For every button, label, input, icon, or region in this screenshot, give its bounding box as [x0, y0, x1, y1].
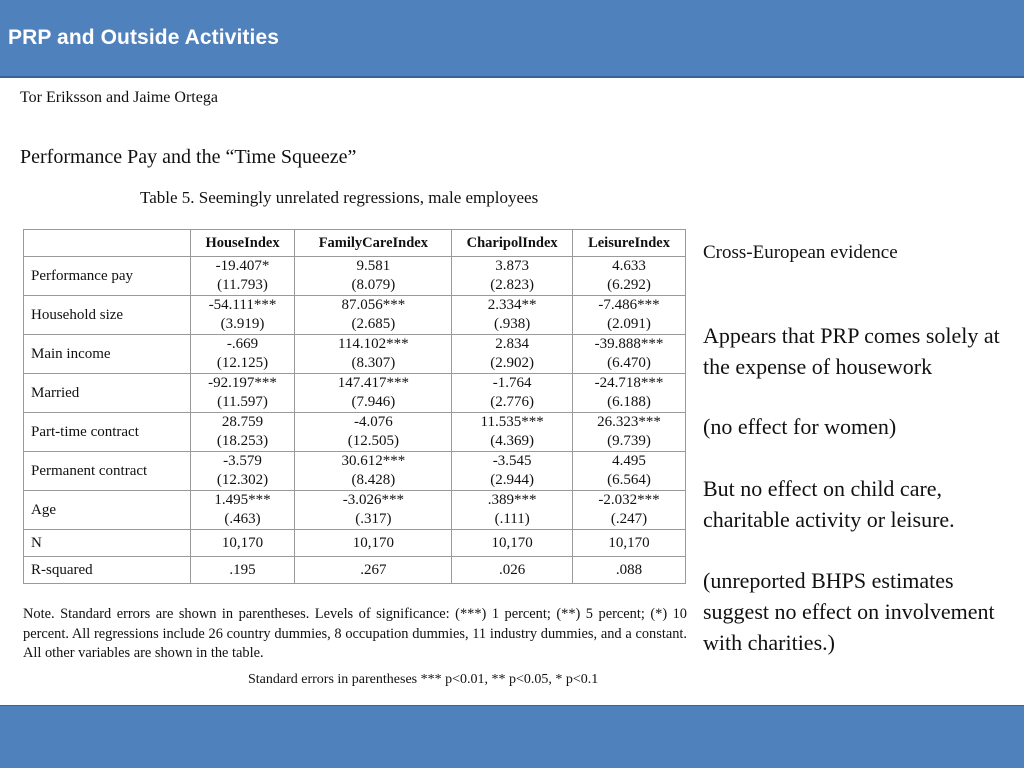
table-cell	[190, 296, 295, 335]
standard-error-value: (8.079)	[351, 277, 396, 293]
standard-error-value: (6.564)	[607, 472, 651, 488]
row-label: Main income	[24, 335, 191, 374]
table-row	[24, 296, 686, 335]
table-cell	[452, 257, 573, 296]
coefficient-value: 114.102***	[337, 336, 409, 352]
table-cell	[573, 257, 686, 296]
sidebar-text-1: Cross-European evidence	[703, 242, 898, 263]
row-label: R-squared	[24, 557, 191, 584]
table-cell	[452, 296, 573, 335]
table-header-cell: CharipolIndex	[452, 230, 573, 257]
table-cell	[573, 530, 686, 557]
table-cell	[295, 374, 452, 413]
table-body	[24, 257, 686, 584]
coefficient-value: 87.056***	[341, 297, 406, 313]
coefficient-value: 9.581	[356, 258, 391, 274]
table-caption: Table 5. Seemingly unrelated regressions, male employees	[140, 188, 539, 207]
table-cell	[295, 257, 452, 296]
footer-bar	[0, 705, 1024, 768]
table-cell	[295, 413, 452, 452]
coefficient-value: .195	[229, 561, 256, 578]
row-label: Age	[24, 491, 191, 530]
table-row	[24, 530, 686, 557]
standard-error-value: (7.946)	[351, 394, 396, 410]
table-cell	[452, 557, 573, 584]
table-note: Note. Standard errors are shown in parentheses. Levels of significance: (***) 1 percent; (**) 5 percent; (*) 10 percent. All regressions include 26 country dummies, 8 occupation dummies, 11 industry dummies, and a constant. All other variables are shown in the table.	[23, 606, 687, 662]
table-cell	[190, 452, 295, 491]
coefficient-value: 2.834	[495, 336, 530, 352]
coefficient-value: -92.197***	[208, 375, 277, 391]
coefficient-value: 26.323***	[597, 414, 661, 430]
table-cell	[573, 335, 686, 374]
coefficient-value: -7.486***	[598, 297, 660, 313]
table-row	[24, 413, 686, 452]
coefficient-value: -3.579	[223, 453, 262, 469]
standard-error-value: (18.253)	[216, 433, 269, 449]
coefficient-value: -54.111***	[208, 297, 277, 313]
table-row	[24, 491, 686, 530]
row-label: Performance pay	[24, 257, 191, 296]
standard-error-value: (.247)	[610, 511, 648, 527]
coefficient-value: 4.633	[612, 258, 646, 274]
table-cell	[190, 257, 295, 296]
table-cell	[190, 413, 295, 452]
standard-error-value: (2.902)	[490, 355, 535, 371]
table-cell	[573, 413, 686, 452]
coefficient-value: -3.545	[492, 453, 532, 469]
paper-authors: Tor Eriksson and Jaime Ortega	[20, 89, 218, 106]
coefficient-value: .389***	[487, 492, 537, 508]
table-cell	[190, 335, 295, 374]
row-label: Permanent contract	[24, 452, 191, 491]
standard-error-value: (11.793)	[217, 277, 268, 293]
standard-error-value: (12.302)	[216, 472, 269, 488]
coefficient-value: 10,170	[352, 534, 394, 551]
table-header-cell: LeisureIndex	[573, 230, 686, 257]
coefficient-value: 30.612***	[341, 453, 406, 469]
table-cell	[573, 452, 686, 491]
coefficient-value: 1.495***	[214, 492, 271, 508]
coefficient-value: -3.026***	[342, 492, 404, 508]
coefficient-value: -39.888***	[594, 336, 664, 352]
table-header-cell: FamilyCareIndex	[295, 230, 452, 257]
standard-error-value: (.463)	[224, 511, 261, 527]
coefficient-value: 10,170	[491, 534, 533, 551]
table-cell	[295, 335, 452, 374]
standard-error-value: (6.188)	[607, 394, 651, 410]
standard-error-value: (9.739)	[607, 433, 651, 449]
table-header-cell	[24, 230, 191, 257]
paper-title: Performance Pay and the “Time Squeeze”	[20, 146, 357, 168]
coefficient-value: 2.334**	[487, 297, 537, 313]
coefficient-value: -19.407*	[215, 258, 270, 274]
table-cell	[295, 491, 452, 530]
table-cell	[452, 530, 573, 557]
row-label: N	[24, 530, 191, 557]
table-row	[24, 557, 686, 584]
standard-error-value: (2.685)	[351, 316, 396, 332]
standard-error-value: (12.125)	[216, 355, 269, 371]
standard-error-value: (8.307)	[351, 355, 396, 371]
row-label: Part-time contract	[24, 413, 191, 452]
table-cell	[190, 491, 295, 530]
table-cell	[452, 413, 573, 452]
table-cell	[190, 374, 295, 413]
table-row	[24, 335, 686, 374]
standard-error-value: (4.369)	[490, 433, 535, 449]
table-header-row	[24, 230, 686, 257]
coefficient-value: .026	[499, 561, 526, 578]
row-label: Household size	[24, 296, 191, 335]
coefficient-value: 10,170	[221, 534, 264, 551]
standard-error-value: (.111)	[494, 511, 530, 527]
coefficient-value: -4.076	[353, 414, 393, 430]
coefficient-value: .267	[360, 561, 387, 578]
table-header-cell: HouseIndex	[190, 230, 295, 257]
table-cell	[452, 335, 573, 374]
table-row	[24, 257, 686, 296]
table-row	[24, 452, 686, 491]
sidebar-text-3: (no effect for women)	[703, 414, 897, 439]
coefficient-value: 10,170	[608, 534, 650, 551]
table-cell	[452, 374, 573, 413]
table-cell	[573, 557, 686, 584]
table-cell	[190, 557, 295, 584]
table-cell	[295, 530, 452, 557]
row-label: Married	[24, 374, 191, 413]
header-bar	[0, 0, 1024, 78]
sidebar-text-5: (unreported BHPS estimates suggest no effect on involvement with charities.)	[703, 568, 995, 655]
standard-error-value: (3.919)	[220, 316, 265, 332]
table-cell	[452, 491, 573, 530]
standard-error-value: (2.944)	[490, 472, 535, 488]
standard-error-value: (8.428)	[351, 472, 396, 488]
table-cell	[295, 557, 452, 584]
standard-error-value: (12.505)	[347, 433, 399, 449]
coefficient-value: 147.417***	[337, 375, 409, 391]
coefficient-value: -1.764	[492, 375, 532, 391]
footnote: Standard errors in parentheses *** p<0.01, ** p<0.05, * p<0.1	[248, 672, 599, 687]
coefficient-value: -24.718***	[594, 375, 664, 391]
standard-error-value: (6.470)	[607, 355, 651, 371]
regression-table	[23, 229, 686, 584]
table-cell	[295, 452, 452, 491]
standard-error-value: (2.091)	[607, 316, 651, 332]
table-cell	[295, 296, 452, 335]
standard-error-value: (.938)	[494, 316, 531, 332]
standard-error-value: (11.597)	[217, 394, 268, 410]
coefficient-value: 3.873	[495, 258, 530, 274]
coefficient-value: -2.032***	[598, 492, 660, 508]
coefficient-value: -.669	[226, 336, 259, 352]
coefficient-value: 28.759	[221, 414, 264, 430]
standard-error-value: (2.776)	[490, 394, 535, 410]
coefficient-value: 11.535***	[480, 414, 544, 430]
table-cell	[573, 296, 686, 335]
table-cell	[190, 530, 295, 557]
table-cell	[452, 452, 573, 491]
table-cell	[573, 374, 686, 413]
slide-title: PRP and Outside Activities	[8, 26, 280, 49]
table-row	[24, 374, 686, 413]
sidebar-text-2: Appears that PRP comes solely at the expense of housework	[703, 323, 1000, 379]
standard-error-value: (.317)	[355, 511, 392, 527]
sidebar-text-4: But no effect on child care, charitable activity or leisure.	[703, 476, 955, 532]
standard-error-value: (2.823)	[490, 277, 535, 293]
coefficient-value: 4.495	[612, 453, 646, 469]
table-cell	[573, 491, 686, 530]
coefficient-value: .088	[615, 561, 643, 578]
standard-error-value: (6.292)	[607, 277, 651, 293]
